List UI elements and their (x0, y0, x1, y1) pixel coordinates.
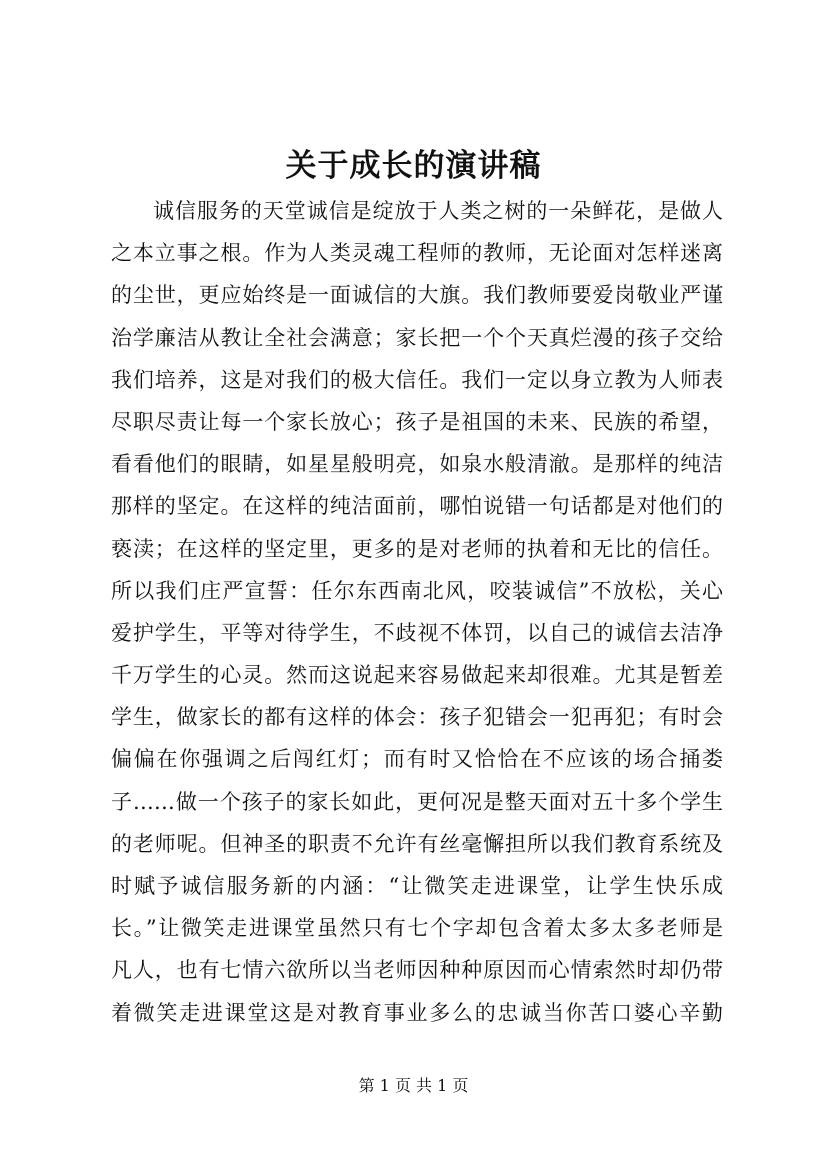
text-line: 着微笑走进课堂这是对教育事业多么的忠诚当你苦口婆心辛勤 (111, 1000, 723, 1025)
page-footer: 第 1 页 共 1 页 (358, 1076, 469, 1095)
text-line: 的尘世，更应始终是一面诚信的大旗。我们教师要爱岗敬业严谨 (111, 283, 723, 308)
text-line: 的老师呢。但神圣的职责不允许有丝毫懈担所以我们教育系统及 (111, 831, 723, 856)
text-line: 长。”让微笑走进课堂虽然只有七个字却包含着太多太多老师是 (111, 916, 723, 941)
text-line: 凡人，也有七情六欲所以当老师因种种原因而心情索然时却仍带 (111, 958, 723, 983)
text-line: 我们培养，这是对我们的极大信任。我们一定以身立教为人师表 (111, 367, 723, 392)
text-line: 治学廉洁从教让全社会满意；家长把一个个天真烂漫的孩子交给 (111, 325, 723, 350)
body-text (111, 190, 723, 1034)
text-line: 诚信服务的天堂诚信是绽放于人类之树的一朵鲜花，是做人 (153, 199, 723, 223)
text-line: 那样的坚定。在这样的纯洁面前，哪怕说错一句话都是对他们的 (111, 494, 723, 519)
text-line: 偏偏在你强调之后闯红灯；而有时又恰恰在不应该的场合捅娄 (111, 747, 723, 772)
text-line: 子……做一个孩子的家长如此，更何况是整天面对五十多个学生 (111, 789, 723, 814)
text-line: 所以我们庄严宣誓：任尔东西南北风，咬装诚信”不放松，关心 (111, 578, 723, 603)
text-line: 爱护学生，平等对待学生，不歧视不体罚，以自己的诚信去洁净 (111, 620, 723, 645)
text-line: 千万学生的心灵。然而这说起来容易做起来却很难。尤其是暂差 (111, 663, 723, 688)
page-title: 关于成长的演讲稿 (285, 148, 542, 184)
text-line: 尽职尽责让每一个家长放心；孩子是祖国的未来、民族的希望， (111, 409, 723, 434)
text-line: 时赋予诚信服务新的内涵：“让微笑走进课堂，让学生快乐成 (111, 874, 723, 898)
text-line: 学生，做家长的都有这样的体会：孩子犯错会一犯再犯；有时会 (111, 705, 723, 730)
text-line: 看看他们的眼睛，如星星般明亮，如泉水般清澈。是那样的纯洁 (111, 452, 723, 477)
text-line: 亵渎；在这样的坚定里，更多的是对老师的执着和无比的信任。 (111, 536, 723, 561)
text-line: 之本立事之根。作为人类灵魂工程师的教师，无论面对怎样迷离 (111, 241, 723, 266)
